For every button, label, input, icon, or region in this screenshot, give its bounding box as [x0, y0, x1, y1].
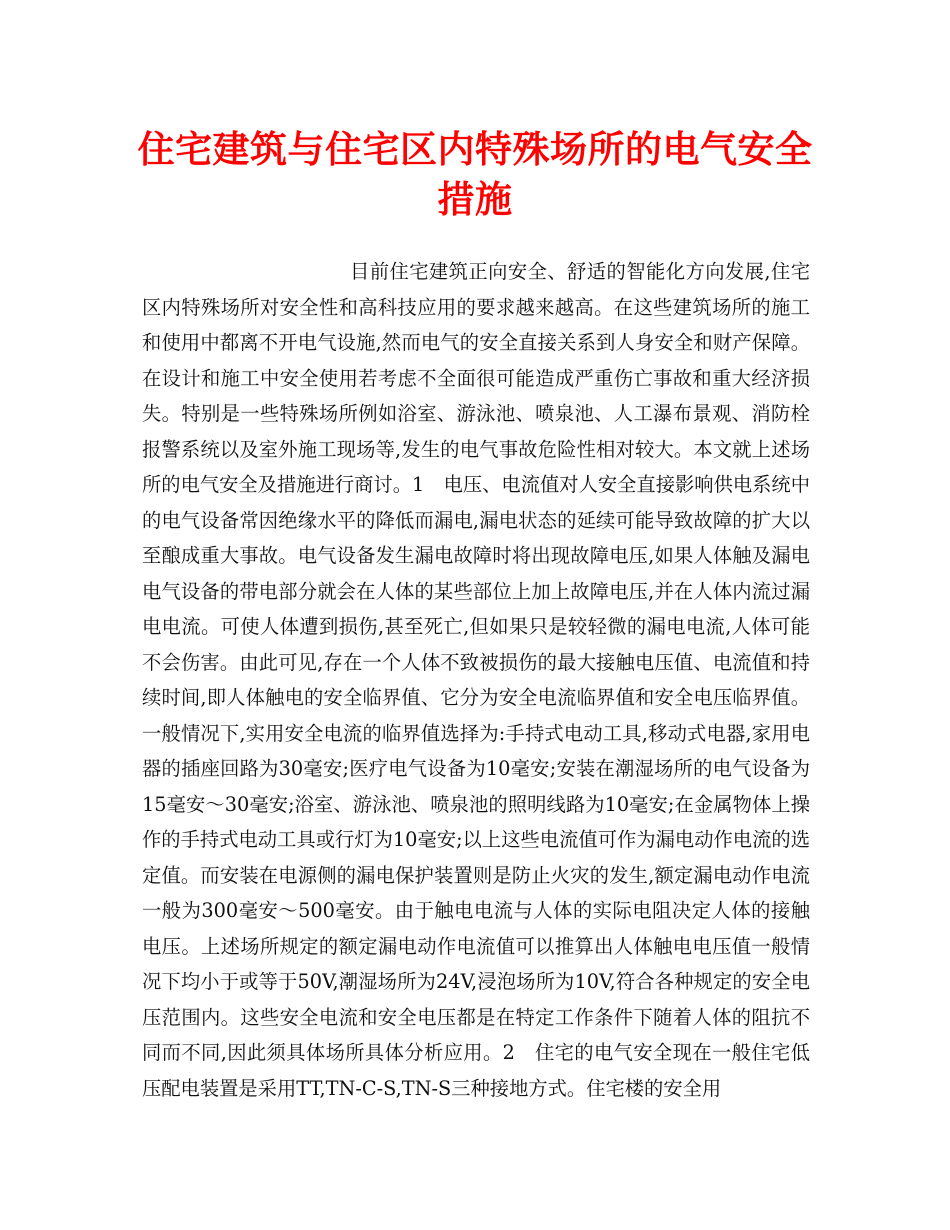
document-body-paragraph: 目前住宅建筑正向安全、舒适的智能化方向发展,住宅区内特殊场所对安全性和高科技应用的要求越来越高。在这些建筑场所的施工和使用中都离不开电气设施,然而电气的安全直接关系到人身安全和财产保障。在设计和施工中安全使用若考虑不全面很可能造成严重伤亡事故和重大经济损失。特别是一些特殊场所例如浴室、游泳池、喷泉池、人工瀑布景观、消防栓报警系统以及室外施工现场等,发生的电气事故危险性相对较大。本文就上述场所的电气安全及措施进行商讨。1 电压、电流值对人安全直接影响供电系统中的电气设备常因绝缘水平的降低而漏电,漏电状态的延续可能导致故障的扩大以至酿成重大事故。电气设备发生漏电故障时将出现故障电压,如果人体触及漏电电气设备的带电部分就会在人体的某些部位上加上故障电压,并在人体内流过漏电电流。可使人体遭到损伤,甚至死亡,但如果只是较轻微的漏电电流,人体可能不会伤害。由此可见,存在一个人体不致被损伤的最大接触电压值、电流值和持续时间,即人体触电的安全临界值、它分为安全电流临界值和安全电压临界值。一般情况下,实用安全电流的临界值选择为:手持式电动工具,移动式电器,家用电器的插座回路为30毫安;医疗电气设备为10毫安;安装在潮湿场所的电气设备为15毫安～30毫安;浴室、游泳池、喷泉池的照明线路为10毫安;在金属物体上操作的手持式电动工具或行灯为10毫安;以上这些电流值可作为漏电动作电流的选定值。而安装在电源侧的漏电保护装置则是防止火灾的发生,额定漏电动作电流一般为300毫安～500毫安。由于触电电流与人体的实际电阻决定人体的接触电压。上述场所规定的额定漏电动作电流值可以推算出人体触电电压值一般情况下均小于或等于50V,潮湿场所为24V,浸泡场所为10V,符合各种规定的安全电压范围内。这些安全电流和安全电压都是在特定工作条件下随着人体的阻抗不同而不同,因此须具体场所具体分析应用。2 住宅的电气安全现在一般住宅低压配电装置是采用TT,TN-C-S,TN-S三种接地方式。住宅楼的安全用 [142, 260, 810, 1100]
document-title: 住宅建筑与住宅区内特殊场所的电气安全措施 [137, 127, 813, 221]
